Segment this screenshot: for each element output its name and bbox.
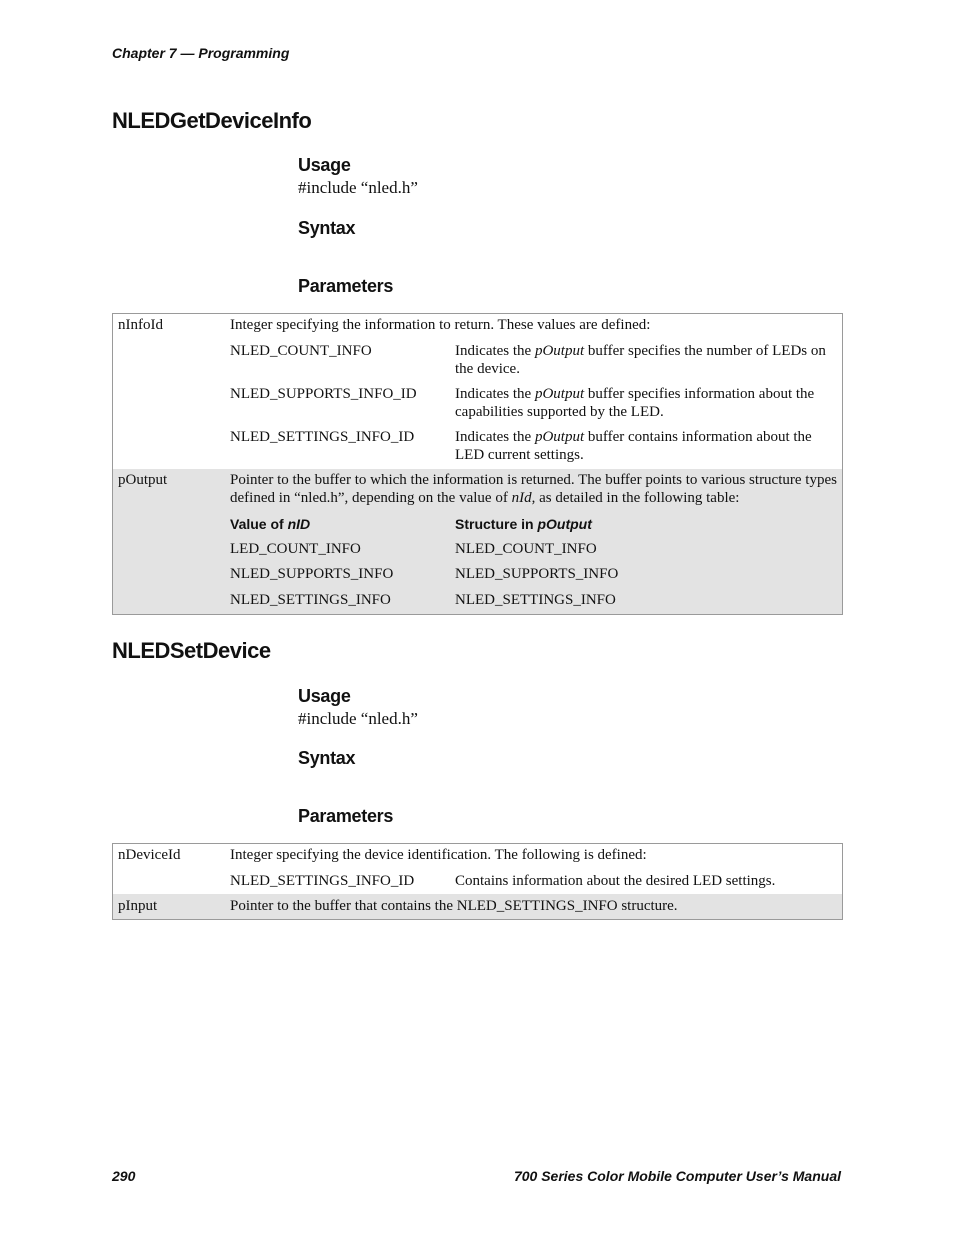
usage-code: #include “nled.h”	[298, 178, 418, 197]
value-name: NLED_SUPPORTS_INFO_ID	[230, 386, 417, 402]
value-name: NLED_SETTINGS_INFO_ID	[230, 429, 415, 445]
table-row	[113, 314, 842, 469]
running-head: Chapter 7 — Programming	[112, 45, 290, 61]
parameters-heading: Parameters	[298, 276, 394, 296]
page-number: 290	[112, 1168, 136, 1184]
parameters-table	[112, 843, 843, 920]
param-description: Integer specifying the information to return. These values are defined:	[230, 317, 651, 333]
sub-table-structure: NLED_COUNT_INFO	[455, 541, 597, 557]
value-name: NLED_SETTINGS_INFO_ID	[230, 873, 415, 889]
param-name: pOutput	[118, 472, 168, 488]
value-description: Indicates the pOutput buffer contains information about the LED current settings.	[455, 429, 812, 463]
param-name: pInput	[118, 898, 158, 914]
parameters-table	[112, 313, 843, 615]
table-row	[113, 894, 842, 919]
sub-table-structure: NLED_SUPPORTS_INFO	[455, 566, 619, 582]
usage-code: #include “nled.h”	[298, 709, 418, 728]
table-row	[113, 469, 842, 614]
usage-heading: Usage	[298, 155, 351, 175]
usage-heading: Usage	[298, 686, 351, 706]
value-description: Indicates the pOutput buffer specifies information about the capabilities supported by the LED.	[455, 386, 815, 420]
sub-table-value: LED_COUNT_INFO	[230, 541, 361, 557]
sub-table-value: NLED_SUPPORTS_INFO	[230, 566, 394, 582]
sub-table-structure: NLED_SETTINGS_INFO	[455, 592, 616, 608]
syntax-heading: Syntax	[298, 218, 356, 238]
param-description: Integer specifying the device identification. The following is defined:	[230, 847, 647, 863]
parameters-heading: Parameters	[298, 806, 394, 826]
manual-title: 700 Series Color Mobile Computer User’s Manual	[513, 1168, 841, 1184]
param-name: nInfoId	[118, 317, 163, 333]
value-name: NLED_COUNT_INFO	[230, 343, 372, 359]
value-description: Contains information about the desired LED settings.	[455, 873, 776, 889]
param-name: nDeviceId	[118, 847, 181, 863]
syntax-heading: Syntax	[298, 748, 356, 768]
sub-column-header: Structure in pOutput	[455, 516, 592, 532]
param-description: Pointer to the buffer to which the information is returned. The buffer points to various structure types defined in “nled.h”, depending on the value of nId, as detailed in the following table:	[230, 472, 837, 506]
table-row	[113, 844, 842, 894]
value-description: Indicates the pOutput buffer specifies the number of LEDs on the device.	[455, 343, 826, 377]
section-title-nledsetdevice: NLEDSetDevice	[112, 638, 271, 663]
section-title-nledgetdeviceinfo: NLEDGetDeviceInfo	[112, 108, 312, 133]
sub-column-header: Value of nID	[230, 516, 311, 532]
param-description: Pointer to the buffer that contains the NLED_SETTINGS_INFO structure.	[230, 898, 678, 914]
sub-table-value: NLED_SETTINGS_INFO	[230, 592, 391, 608]
